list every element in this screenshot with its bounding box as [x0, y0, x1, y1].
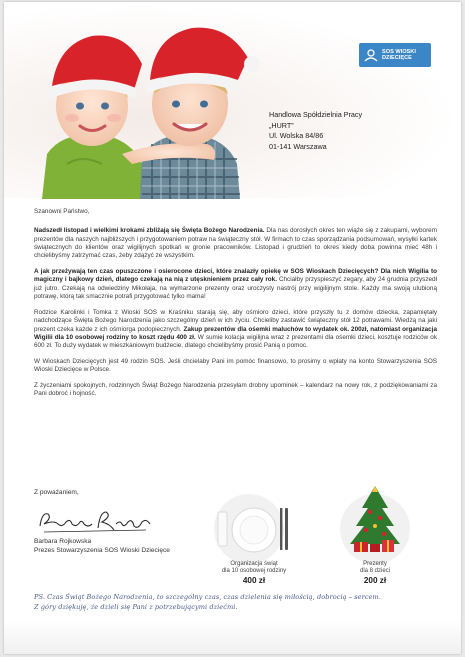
- paragraph-3-bold: Zakup prezentów dla ośemki maluchów to wydatek ok. 200zł, natomiast organizacja Wigilii dla 10 osobowej rodziny to koszt rzędu 400 zł.: [34, 325, 438, 341]
- paragraph-3-start: Rodzice Karolinki i Tomka z Wioski SOS w Kraśniku starają się, aby ośmioro dzieci, które przyszły tu z domów dziecka, zapamiętały nadchodzące Święta Bożego Narodzenia jako szczególny dzień w ich życiu. Chcieliby zastawić świąteczny stół 12 potrawami. Wiedzą na jaki prezent czeka każde z ich ośmiorga podopiecznych.: [34, 308, 437, 333]
- header-photo: [4, 2, 461, 198]
- children-santa-hats-photo: [22, 14, 262, 199]
- address-line1: Handlowa Spółdzielnia Pracy: [269, 110, 363, 119]
- paragraph-1-rest: Dla nas dorosłych okres ten wiąże się z zakupami, wyborem prezentów dla naszych najbliższych i przygotowaniem potraw na świąteczny stół. W firmach to czas sporządzania podsumowań, wysyłki kartek świątecznych do klientów oraz wigilijnych spotkań w gronie pracowników. Listopad i grudzień to okres kiedy doba powinna mieć 48h i chcielibyśmy zatrzymać czas, żeby zdążyć ze wszystkim.: [34, 227, 437, 260]
- plate-cutlery-icon: [214, 498, 294, 560]
- ps-line1: PS. Czas Świąt Bożego Narodzenia, to szczególny czas, czas dzielenia się miłością, dobrocią – sercem.: [34, 593, 381, 601]
- paragraph-4: W Wioskach Dziecięcych jest 49 rodzin SOS. Jeśli chcielaby Pani im pomóc finansowo, to prosimy o wpłaty na konto Stowarzyszenia SOS Wioski Dziecięce w Polsce.: [34, 357, 437, 374]
- gift-2: [338, 561, 412, 586]
- christmas-tree-icon: [342, 482, 408, 556]
- sos-logo-text: [382, 49, 416, 62]
- paragraph-1-bold: Nadszedł listopad i wielkimi krokami zbliżają się Święta Bożego Narodzenia.: [34, 227, 265, 235]
- sos-logo-icon: [363, 47, 379, 63]
- gift-1-label2: dla 10 osobowej rodziny: [221, 568, 287, 575]
- closing: Z poważaniem,: [34, 489, 79, 496]
- ps-line2: Z góry dziękuję, że dzieli się Pani z potrzebującymi dziećmi.: [34, 603, 238, 611]
- salutation: Szanowni Państwo,: [34, 208, 90, 215]
- address-line4: 01-141 Warszawa: [269, 141, 327, 151]
- address-line2: „HURT”: [269, 120, 294, 130]
- paragraph-3-rest: W sumie kolacja wigilijna wraz z prezentami dla ośemki dzieci, kosztuje rodziców ok 600 zł. To duży wydatek w mieszkaniowym budżecie, dlatego chcielibyśmy prosić Panią o pomoc.: [34, 333, 437, 350]
- sos-logo: [359, 43, 431, 67]
- paragraph-5: Z życzeniami spokojnych, rodzinnych Świąt Bożego Narodzenia przesyłam drobny upominek – kalendarz na nowy rok, z podziękowaniami za Pani dobroć i hojność.: [34, 382, 437, 398]
- gift-1-amount: 400 zł: [242, 575, 266, 585]
- signer-title: Prezes Stowarzyszenia SOS Wioski Dziecięce: [34, 547, 170, 555]
- bottom-band: [4, 620, 461, 654]
- gift-2-label1: Prezenty: [363, 561, 387, 567]
- logo-line1: SOS WIOSKI: [382, 48, 416, 55]
- letter-page: [4, 2, 461, 654]
- gift-1-label1: Organizacja świąt: [230, 561, 278, 567]
- paragraph-3: [34, 309, 437, 351]
- logo-line2: DZIECIĘCE: [382, 55, 412, 61]
- address-line3: Ul. Wolska 84/86: [269, 131, 324, 140]
- recipient-address: [269, 110, 362, 152]
- letter-body: [34, 208, 437, 406]
- postscript: [34, 592, 434, 612]
- gift-2-amount: 200 zł: [363, 575, 387, 585]
- handwritten-signature: [36, 506, 156, 536]
- paragraph-1: [34, 227, 437, 260]
- gift-1: [212, 561, 296, 586]
- signer-block: [34, 537, 170, 555]
- signer-name: Barbara Rojkowska: [34, 538, 92, 545]
- paragraph-2: [34, 268, 437, 301]
- gift-2-label2: dla 8 dzieci: [359, 568, 391, 575]
- paragraph-2-bold: A jak przeżywają ten czas opuszczone i osierocone dzieci, które znalazły opiekę w SOS Wioskach Dziecięcych? Dla nich Wigilia to magiczny i bajkowy dzień, dlatego czekają na nią z utęsknieniem przez cały rok.: [34, 268, 437, 284]
- paragraph-2-rest: Chciałby przyspieszyć zegary, aby 24 grudnia przyszedł już jutro. Czekają na odwiedziny Mikołaja, na wymarzone prezenty oraz uroczysty nastrój przy wigilijnym stole. Każdy ma swoją ulubioną potrawę, którą tak smacznie potrafi przygotować tylko mama!: [34, 276, 437, 301]
